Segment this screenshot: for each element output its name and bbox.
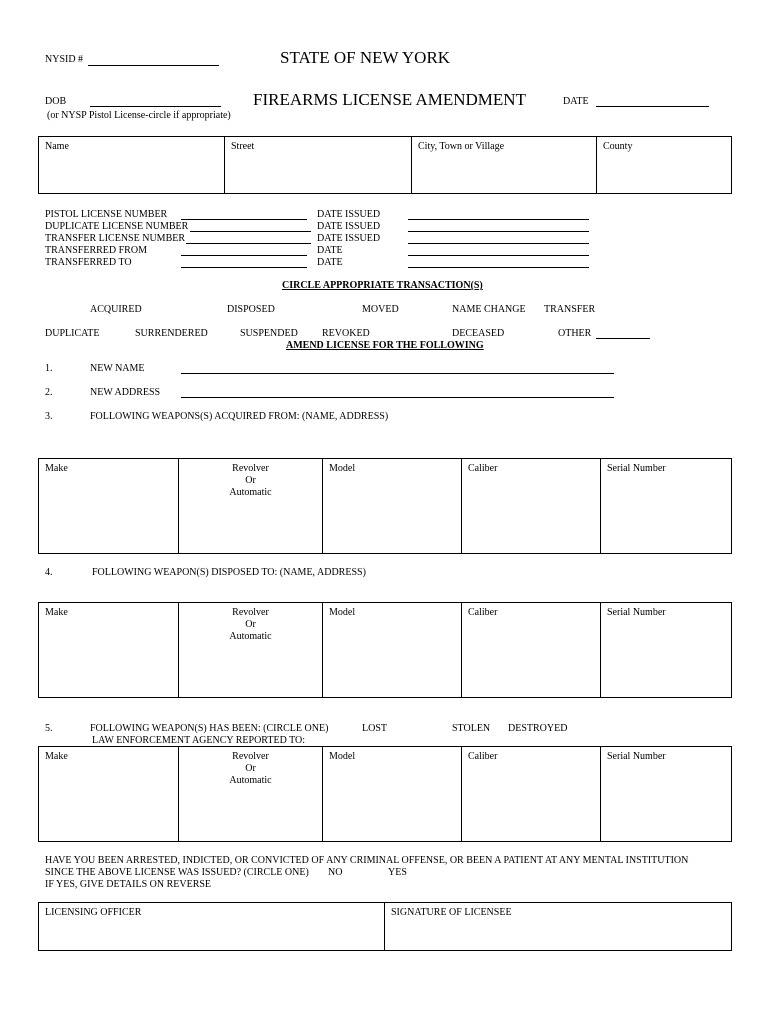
question-line-3: IF YES, GIVE DETAILS ON REVERSE [45, 879, 212, 890]
disposed-weapons-table [38, 602, 732, 698]
transaction-name-change[interactable]: NAME CHANGE [452, 304, 526, 315]
licensee-signature-label: SIGNATURE OF LICENSEE [391, 907, 512, 918]
automatic-label: Automatic [229, 487, 272, 498]
status-lost[interactable]: LOST [362, 723, 387, 734]
date-label-1: DATE [317, 245, 343, 256]
revolver-label: Revolver [232, 607, 269, 618]
county-label: County [603, 141, 633, 152]
item1-number: 1. [45, 363, 53, 374]
new-name-field[interactable] [181, 373, 614, 374]
transaction-disposed[interactable]: DISPOSED [227, 304, 275, 315]
status-weapons-table [38, 746, 732, 842]
serial-label: Serial Number [607, 463, 666, 474]
street-cell[interactable] [225, 137, 412, 194]
caliber-label: Caliber [468, 751, 498, 762]
caliber-cell[interactable] [462, 459, 601, 554]
model-label: Model [329, 607, 356, 618]
serial-cell[interactable] [601, 747, 732, 842]
serial-cell[interactable] [601, 459, 732, 554]
date-issued-field-3[interactable] [408, 243, 589, 244]
date-issued-field-2[interactable] [408, 231, 589, 232]
item2-number: 2. [45, 387, 53, 398]
name-label: Name [45, 141, 69, 152]
type-cell[interactable] [179, 603, 323, 698]
dob-note: (or NYSP Pistol License-circle if appropriate) [47, 110, 231, 121]
transaction-deceased[interactable]: DECEASED [452, 328, 505, 339]
transaction-transfer[interactable]: TRANSFER [544, 304, 596, 315]
serial-label: Serial Number [607, 607, 666, 618]
date-issued-label-3: DATE ISSUED [317, 233, 381, 244]
nysid-field[interactable] [88, 65, 219, 66]
date-issued-label-2: DATE ISSUED [317, 221, 381, 232]
new-address-label: NEW ADDRESS [90, 387, 161, 398]
caliber-cell[interactable] [462, 603, 601, 698]
serial-cell[interactable] [601, 603, 732, 698]
question-line-1: HAVE YOU BEEN ARRESTED, INDICTED, OR CONVICTED OF ANY CRIMINAL OFFENSE, OR BEEN A PATIENT AT ANY MENTAL INSTITUTION [45, 855, 689, 866]
item3-number: 3. [45, 411, 53, 422]
transaction-revoked[interactable]: REVOKED [322, 328, 370, 339]
transaction-suspended[interactable]: SUSPENDED [240, 328, 298, 339]
weapon-status-label: FOLLOWING WEAPON(S) HAS BEEN: (CIRCLE ONE) [90, 723, 329, 734]
make-label: Make [45, 607, 68, 618]
model-cell[interactable] [323, 603, 462, 698]
or-label: Or [245, 619, 256, 630]
duplicate-license-number-field[interactable] [190, 231, 311, 232]
caliber-label: Caliber [468, 607, 498, 618]
status-stolen[interactable]: STOLEN [452, 723, 491, 734]
duplicate-license-number-label: DUPLICATE LICENSE NUMBER [45, 221, 189, 232]
model-cell[interactable] [323, 459, 462, 554]
date-label-2: DATE [317, 257, 343, 268]
make-cell[interactable] [39, 459, 179, 554]
licensee-signature-cell[interactable] [385, 903, 732, 951]
transferred-to-label: TRANSFERRED TO [45, 257, 132, 268]
make-cell[interactable] [39, 747, 179, 842]
caliber-cell[interactable] [462, 747, 601, 842]
answer-no[interactable]: NO [328, 867, 343, 878]
date-issued-field-1[interactable] [408, 219, 589, 220]
transaction-other[interactable]: OTHER [558, 328, 592, 339]
form-subtitle: FIREARMS LICENSE AMENDMENT [253, 90, 526, 109]
status-destroyed[interactable]: DESTROYED [508, 723, 568, 734]
acquired-weapons-table [38, 458, 732, 554]
transferred-from-label: TRANSFERRED FROM [45, 245, 147, 256]
item5-number: 5. [45, 723, 53, 734]
transaction-duplicate[interactable]: DUPLICATE [45, 328, 100, 339]
agency-label: LAW ENFORCEMENT AGENCY REPORTED TO: [92, 735, 306, 746]
model-label: Model [329, 463, 356, 474]
licensing-officer-label: LICENSING OFFICER [45, 907, 142, 918]
item4-number: 4. [45, 567, 53, 578]
city-label: City, Town or Village [418, 141, 505, 152]
type-cell[interactable] [179, 747, 323, 842]
licensing-officer-cell[interactable] [39, 903, 385, 951]
revolver-label: Revolver [232, 463, 269, 474]
transaction-heading: CIRCLE APPROPRIATE TRANSACTION(S) [282, 280, 483, 291]
dob-field[interactable] [90, 106, 221, 107]
make-cell[interactable] [39, 603, 179, 698]
model-label: Model [329, 751, 356, 762]
automatic-label: Automatic [229, 631, 272, 642]
city-cell[interactable] [412, 137, 597, 194]
model-cell[interactable] [323, 747, 462, 842]
date-issued-label-1: DATE ISSUED [317, 209, 381, 220]
answer-yes[interactable]: YES [388, 867, 407, 878]
transaction-acquired[interactable]: ACQUIRED [90, 304, 142, 315]
revolver-label: Revolver [232, 751, 269, 762]
transferred-to-field[interactable] [181, 267, 307, 268]
street-label: Street [231, 141, 255, 152]
county-cell[interactable] [597, 137, 732, 194]
make-label: Make [45, 751, 68, 762]
caliber-label: Caliber [468, 463, 498, 474]
date-label: DATE [563, 96, 589, 107]
transfer-license-number-field[interactable] [186, 243, 311, 244]
pistol-license-number-label: PISTOL LICENSE NUMBER [45, 209, 168, 220]
date-field[interactable] [596, 106, 709, 107]
question-line-2: SINCE THE ABOVE LICENSE WAS ISSUED? (CIRCLE ONE) [45, 867, 309, 878]
or-label: Or [245, 763, 256, 774]
transaction-moved[interactable]: MOVED [362, 304, 399, 315]
automatic-label: Automatic [229, 775, 272, 786]
nysid-label: NYSID # [45, 54, 84, 65]
name-cell[interactable] [39, 137, 225, 194]
transaction-surrendered[interactable]: SURRENDERED [135, 328, 208, 339]
transferred-from-field[interactable] [181, 255, 307, 256]
make-label: Make [45, 463, 68, 474]
address-table [38, 136, 732, 194]
disposed-to-label: FOLLOWING WEAPON(S) DISPOSED TO: (NAME, ADDRESS) [92, 567, 366, 578]
form-title: STATE OF NEW YORK [280, 48, 451, 67]
other-field[interactable] [596, 338, 650, 339]
new-address-field[interactable] [181, 397, 614, 398]
dob-label: DOB [45, 96, 67, 107]
type-cell[interactable] [179, 459, 323, 554]
transfer-license-number-label: TRANSFER LICENSE NUMBER [45, 233, 186, 244]
pistol-license-number-field[interactable] [181, 219, 307, 220]
serial-label: Serial Number [607, 751, 666, 762]
amend-heading: AMEND LICENSE FOR THE FOLLOWING [286, 340, 484, 351]
or-label: Or [245, 475, 256, 486]
date-field-1[interactable] [408, 255, 589, 256]
acquired-from-label: FOLLOWING WEAPONS(S) ACQUIRED FROM: (NAME, ADDRESS) [90, 411, 389, 422]
new-name-label: NEW NAME [90, 363, 145, 374]
signature-table [38, 902, 732, 951]
date-field-2[interactable] [408, 267, 589, 268]
